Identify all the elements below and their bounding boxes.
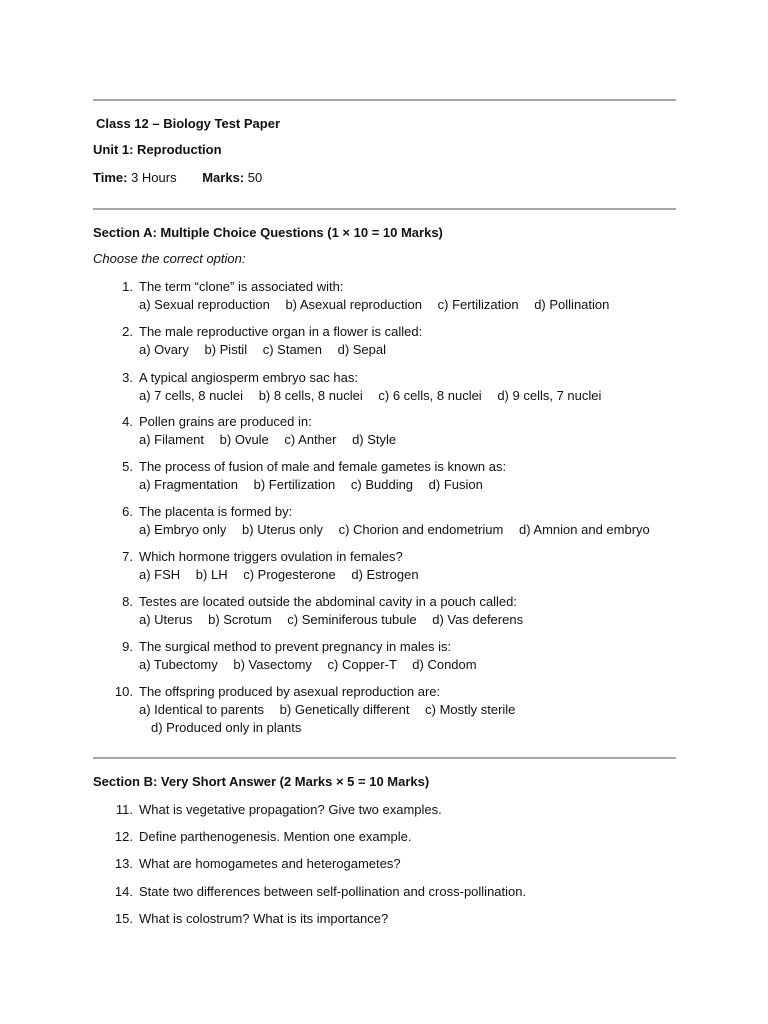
question-number: 13. <box>114 856 133 871</box>
question-options <box>139 656 679 674</box>
paper-title: Class 12 – Biology Test Paper <box>96 116 280 131</box>
option-c: c) Budding <box>350 477 414 492</box>
question-options <box>139 431 679 449</box>
question-options <box>139 566 679 584</box>
question-text: A typical angiosperm embryo sac has: <box>139 370 358 385</box>
option-d: d) 9 cells, 7 nuclei <box>497 388 602 403</box>
marks-value: 50 <box>247 170 263 185</box>
question-number: 3. <box>122 370 133 385</box>
question-body <box>139 855 679 873</box>
question-body <box>139 369 679 405</box>
question-text: The offspring produced by asexual reproduction are: <box>139 684 441 699</box>
option-c: c) Seminiferous tubule <box>287 612 417 627</box>
question-text: State two differences between self-pollination and cross-pollination. <box>139 884 527 899</box>
option-c: c) Progesterone <box>243 567 336 582</box>
option-a: a) FSH <box>139 567 181 582</box>
question-body <box>139 413 679 449</box>
question-body <box>139 910 679 928</box>
option-b: b) Pistil <box>204 342 248 357</box>
question-number: 5. <box>122 459 133 474</box>
question-body <box>139 828 679 846</box>
option-b: b) Ovule <box>219 432 269 447</box>
question-text: Pollen grains are produced in: <box>139 414 312 429</box>
option-b: b) Vasectomy <box>233 657 312 672</box>
question-options <box>139 476 679 494</box>
question-number: 15. <box>114 911 133 926</box>
question-number: 4. <box>122 414 133 429</box>
section-a-instruction: Choose the correct option: <box>93 251 246 266</box>
time-marks-line <box>93 169 262 187</box>
question-text: The process of fusion of male and female gametes is known as: <box>139 459 507 474</box>
question-body <box>139 503 679 539</box>
option-c: c) Fertilization <box>437 297 519 312</box>
option-d: d) Style <box>352 432 397 447</box>
question-body <box>139 683 679 737</box>
question-options <box>139 521 679 539</box>
unit-title: Unit 1: Reproduction <box>93 142 222 157</box>
option-d: d) Condom <box>412 657 477 672</box>
option-d: d) Pollination <box>534 297 610 312</box>
option-d: d) Amnion and embryo <box>518 522 650 537</box>
option-c: c) Mostly sterile <box>425 702 516 717</box>
question-options <box>139 387 679 405</box>
question-options <box>139 296 679 314</box>
option-c: c) Copper-T <box>327 657 397 672</box>
question-text: Which hormone triggers ovulation in females? <box>139 549 403 564</box>
option-b: b) Genetically different <box>279 702 410 717</box>
option-a: a) Uterus <box>139 612 193 627</box>
option-a: a) Filament <box>139 432 205 447</box>
option-a: a) Sexual reproduction <box>139 297 270 312</box>
option-d: d) Fusion <box>428 477 483 492</box>
question-number: 14. <box>114 884 133 899</box>
question-text: What is colostrum? What is its importance? <box>139 911 389 926</box>
option-d: d) Vas deferens <box>432 612 524 627</box>
option-b: b) Uterus only <box>242 522 323 537</box>
question-options <box>139 341 679 359</box>
option-b: b) Scrotum <box>208 612 272 627</box>
question-text: What are homogametes and heterogametes? <box>139 856 401 871</box>
question-number: 9. <box>122 639 133 654</box>
option-d: d) Sepal <box>337 342 387 357</box>
section-b-heading: Section B: Very Short Answer (2 Marks × 5 = 10 Marks) <box>93 774 430 789</box>
option-b: b) Fertilization <box>253 477 336 492</box>
question-text: The male reproductive organ in a flower is called: <box>139 324 423 339</box>
option-a: a) Ovary <box>139 342 189 357</box>
question-body <box>139 548 679 584</box>
question-text: Define parthenogenesis. Mention one example. <box>139 829 412 844</box>
question-text: The term “clone” is associated with: <box>139 279 344 294</box>
question-number: 12. <box>114 829 133 844</box>
question-body <box>139 278 679 314</box>
question-number: 6. <box>122 504 133 519</box>
option-b: b) LH <box>195 567 228 582</box>
option-a: a) 7 cells, 8 nuclei <box>139 388 244 403</box>
question-body <box>139 593 679 629</box>
header-top-rule <box>93 99 676 101</box>
marks-label: Marks: <box>202 170 245 185</box>
question-text: The placenta is formed by: <box>139 504 293 519</box>
question-body <box>139 638 679 674</box>
option-b: b) 8 cells, 8 nuclei <box>258 388 363 403</box>
option-c: c) 6 cells, 8 nuclei <box>378 388 482 403</box>
question-body <box>139 801 679 819</box>
question-number: 7. <box>122 549 133 564</box>
question-number: 11. <box>115 802 133 817</box>
question-body <box>139 323 679 359</box>
question-text: Testes are located outside the abdominal cavity in a pouch called: <box>139 594 517 609</box>
question-text: The surgical method to prevent pregnancy in males is: <box>139 639 452 654</box>
question-text: What is vegetative propagation? Give two examples. <box>139 802 442 817</box>
time-label: Time: <box>93 170 128 185</box>
question-number: 2. <box>122 324 133 339</box>
option-a: a) Fragmentation <box>139 477 238 492</box>
option-c: c) Stamen <box>262 342 322 357</box>
question-options <box>139 701 679 737</box>
time-value: 3 Hours <box>131 170 177 185</box>
header-bottom-rule <box>93 208 676 210</box>
question-body <box>139 458 679 494</box>
section-a-heading: Section A: Multiple Choice Questions (1 × 10 = 10 Marks) <box>93 225 443 240</box>
option-a: a) Tubectomy <box>139 657 218 672</box>
option-d: d) Estrogen <box>351 567 419 582</box>
option-c: c) Anther <box>284 432 337 447</box>
question-number: 8. <box>122 594 133 609</box>
option-b: b) Asexual reproduction <box>285 297 423 312</box>
option-a: a) Embryo only <box>139 522 227 537</box>
question-number: 10. <box>114 684 133 699</box>
option-d: d) Produced only in plants <box>151 720 302 735</box>
option-c: c) Chorion and endometrium <box>338 522 504 537</box>
question-body <box>139 883 679 901</box>
option-a: a) Identical to parents <box>139 702 265 717</box>
question-number: 1. <box>122 279 133 294</box>
section-divider-rule <box>93 757 676 759</box>
question-options <box>139 611 679 629</box>
